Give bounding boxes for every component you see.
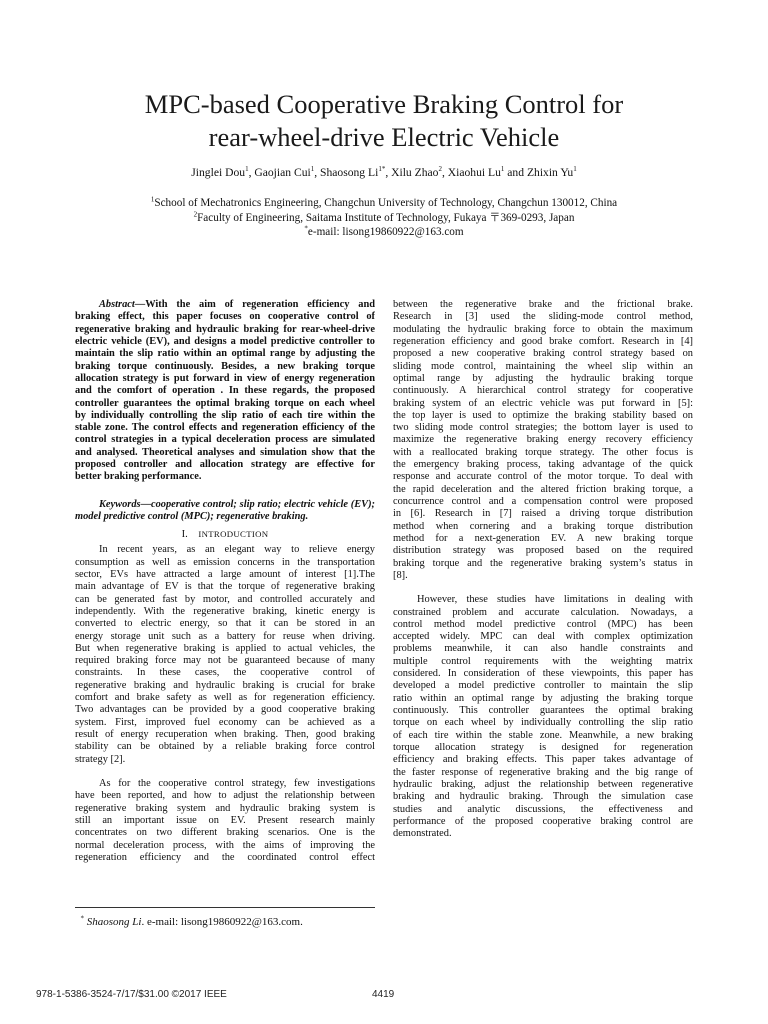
body-line: continuously. This controller guarantees the optimal braking	[393, 705, 693, 716]
abstract-line: better braking performance.	[75, 471, 202, 483]
abstract-line-0	[75, 299, 375, 311]
author-sup: 1	[500, 165, 505, 174]
body-line: multiple control requirements with the weighting matrix	[393, 655, 693, 667]
body-line: In recent years, as an elegant way to relieve energy	[99, 544, 375, 556]
keywords-line: model predictive control (MPC); regenerative braking.	[75, 511, 309, 522]
body-line: constraints. In these cases, the cooperative control of	[75, 667, 375, 679]
body-line: constrained problem and accurate calculation. Nowadays, a	[393, 606, 693, 618]
isbn-line: 978-1-5386-3524-7/17/$31.00 ©2017 IEEE	[36, 989, 227, 1000]
body-line: independently. With the regenerative braking, kinetic energy is	[75, 605, 375, 617]
abstract-line: electric vehicle (EV), and designs a model predictive controller to	[75, 335, 375, 347]
body-line: Research in [3] used the sliding-mode control method,	[393, 311, 693, 323]
abstract-line: braking torque continuously. Besides, a new braking torque	[75, 360, 375, 372]
author-sup: 1	[245, 165, 249, 174]
intro-paragraph-1	[75, 544, 375, 766]
affiliations	[0, 196, 768, 240]
abstract-line: control strategies in a typical deceleration process are simulated	[75, 434, 375, 446]
footnote-text: . e-mail: lisong19860922@163.com.	[141, 916, 303, 928]
body-line: the faster response of regenerative braking and the big range of	[393, 766, 693, 778]
body-line: between the regenerative brake and the frictional brake.	[393, 299, 693, 310]
body-line: distribution strategy was proposed based on the required	[393, 545, 693, 557]
body-line: demonstrated.	[393, 828, 452, 840]
body-line: regeneration efficiency and good brake comfort. Research in [4]	[393, 335, 693, 347]
body-line: [8].	[393, 569, 408, 581]
body-line: converted to electric energy, so that it can be stored in an	[75, 618, 375, 630]
body-line: studies and analytic discussions, the effectiveness and	[393, 803, 693, 815]
section-title: INTRODUCTION	[198, 529, 269, 540]
affiliation-2-sup: 2	[193, 209, 198, 218]
body-line: modulating the hydraulic braking force to obtain the maximum	[393, 323, 693, 335]
body-line: still an important issue on EV. Present research mainly	[75, 814, 375, 826]
body-line: concentrates on two different braking scenarios. One is the	[75, 827, 375, 839]
body-line: Two advantages can be provided by a good cooperative braking	[75, 704, 375, 716]
affiliation-2	[0, 211, 768, 226]
body-line: with a reallocated braking torque strategy. The other focus is	[393, 446, 693, 458]
body-line: energy storage unit such as a battery for reuse when driving.	[75, 630, 375, 642]
body-line: continuously. A hierarchical control strategy for cooperative	[393, 385, 693, 397]
body-line: method for a next-generation EV. A new braking torque	[393, 532, 693, 544]
body-line: torque on each wheel by individually controlling the slip ratio	[393, 717, 693, 729]
body-line: two sliding mode control strategies; the bottom layer is used to	[393, 422, 693, 434]
footnote	[75, 916, 375, 928]
abstract-line: by individually controlling the slip ratio of each tire within the	[75, 409, 375, 421]
abstract-line: proposed controller and allocation strategy are effective for	[75, 459, 375, 471]
author-list: Jinglei Dou$^1$, Gaojian Cui$^1$, Shaosong $Li^{1*}$, Xilu Zhao$^2$, Xiaohui Lu$^1$ and Zhixin Yu$^1$	[191, 165, 577, 179]
body-line: torque allocation strategy is designed for regeneration	[393, 741, 693, 753]
abstract-line: allocation strategy is put forward in view of energy regeneration	[75, 372, 375, 384]
paper-title	[0, 88, 768, 154]
body-line: accepted widely. MPC can deal with complex optimization	[393, 631, 693, 643]
keywords-line: Keywords—cooperative control; slip ratio; electric vehicle (EV);	[99, 498, 375, 510]
body-line: regenerative braking and hydraulic braking is crucial for brake	[75, 679, 375, 691]
body-line: hydraulic braking, adjust the relationship between regenerative	[393, 778, 693, 790]
author-name: Xiaohui Lu	[447, 166, 501, 179]
body-line: have been reported, and how to adjust the relationship between	[75, 790, 375, 802]
body-line: comfort and brake safety as well as for regeneration efficiency.	[75, 692, 375, 704]
abstract-line: and analysed. Theoretical analyses and simulation show that the	[75, 446, 375, 458]
body-line: consumption as well as emission concerns in the transportation	[75, 556, 375, 568]
author-name: Xilu Zhao	[391, 166, 439, 179]
section-number: I.	[181, 529, 188, 541]
body-line: developed a model predictive controller to maintain the slip	[393, 680, 693, 692]
affiliation-1	[0, 196, 768, 211]
author-name: Zhixin Yu	[526, 166, 574, 179]
body-line: in [6]. Research in [7] raised a driving torque distribution	[393, 508, 693, 520]
author-name: Gaojian Cui	[254, 166, 311, 179]
body-line: But when regenerative braking is applied to actual vehicles, the	[75, 642, 375, 654]
body-line: the emergency braking process, taking advantage of the quick	[393, 459, 693, 471]
abstract-line: controller guarantees the optimal braking torque on each wheel	[75, 397, 375, 409]
body-line: system. First, improved fuel economy can be achieved as a	[75, 716, 375, 728]
footnote-author: Shaosong Li	[86, 916, 142, 928]
intro-paragraph-2	[75, 778, 375, 864]
body-line: braking torque and the regenerative braking system’s status in	[393, 557, 693, 569]
abstract-line: stable zone. The control effects and regeneration efficiency of the	[75, 422, 375, 434]
body-line: required braking force may not be guaranteed because of many	[75, 655, 375, 667]
email-text: e-mail: lisong19860922@163.com	[307, 226, 464, 238]
corresponding-email	[0, 225, 768, 240]
body-line: stability can be obtained by a reliable braking force control	[75, 741, 375, 753]
author-name: Shaosong Li	[320, 166, 379, 179]
body-line: concurrence control and a compensation control were proposed	[393, 496, 693, 507]
author-sup: 1	[573, 165, 577, 174]
affiliation-2-text: Faculty of Engineering, Saitama Institute of Technology, Fukaya 〒369-0293, Japan	[197, 211, 575, 224]
abstract-text: —With the aim of regeneration efficiency and	[134, 299, 375, 310]
body-line: regeneration efficiency and the coordinated control effect	[75, 851, 375, 863]
abstract-line: and the comfort of operation . In these regards, the proposed	[75, 385, 375, 397]
title-line-1: MPC-based Cooperative Braking Control for	[144, 89, 624, 119]
author-sup: 1	[310, 165, 315, 174]
body-line: the top layer is used to optimize the braking stability based on	[393, 409, 693, 421]
body-line: maximize the regenerative braking energy recovery efficiency	[393, 434, 693, 446]
body-line: normal deceleration process, with the aims of improving the	[75, 839, 375, 851]
body-line: control method model predictive control (MPC) has been	[393, 618, 693, 630]
footnote-mark: *	[80, 914, 84, 923]
title-line-2: rear-wheel-drive Electric Vehicle	[208, 122, 560, 152]
body-line: strategy [2].	[75, 753, 126, 765]
body-line: problems meanwhile, it can also handle constraints and	[393, 643, 693, 655]
abstract-line: braking effect, this paper focuses on cooperative control of	[75, 311, 375, 323]
body-line: result of energy recuperation when braking. Then, good braking	[75, 729, 375, 740]
body-line: can be generated fast by motor, and controlled accurately and	[75, 593, 375, 605]
section-heading	[75, 528, 375, 542]
footnote-rule	[75, 907, 375, 908]
author-sup: 2	[438, 165, 442, 174]
affiliation-1-text: School of Mechatronics Engineering, Changchun University of Technology, Changchun 130012, China	[154, 197, 618, 209]
body-line: braking system of an electric vehicle was put forward in [5]:	[393, 397, 693, 409]
author-sup: 1*	[378, 165, 386, 174]
author-name: Jinglei Dou	[191, 166, 246, 179]
body-line: response and accurate control of the motor torque. To deal with	[393, 471, 693, 483]
body-line: However, these studies have limitations in dealing with	[417, 594, 693, 606]
abstract-line: maintain the slip ratio within an optimal range by adjusting the	[75, 348, 375, 360]
intro-paragraph-3	[393, 299, 693, 582]
body-line: proposed a new cooperative braking control strategy based on	[393, 348, 693, 360]
body-line: of each tire within the stable zone. Meanwhile, a new braking	[393, 729, 693, 741]
abstract-label: Abstract	[99, 299, 135, 310]
affiliation-1-sup: 1	[150, 195, 155, 204]
body-line: main advantage of EV is that the torque of regenerative braking	[75, 581, 375, 593]
page-number: 4419	[372, 989, 395, 1000]
body-line: sliding mode control, maintaining the wheel slip within an	[393, 360, 693, 372]
body-line: method when cornering and a braking torque distribution	[393, 520, 693, 532]
keywords	[75, 499, 375, 524]
body-line: braking and hydraulic braking. Through the simulation case	[393, 791, 693, 803]
intro-paragraph-4	[393, 594, 693, 840]
body-line: the rapid deceleration and the altered friction braking torque, a	[393, 483, 693, 495]
abstract-line: regenerative braking and hydraulic braking for rear-wheel-drive	[75, 323, 375, 335]
abstract	[75, 299, 375, 484]
body-line: efficiency and braking effects. This paper takes advantage of	[393, 754, 693, 766]
body-line: ratio within an optimal range by adjusting the braking torque	[393, 692, 693, 704]
body-line: performance of the proposed cooperative braking control are	[393, 815, 693, 827]
body-line: sector, EVs have attracted a large amount of interest [1].The	[75, 568, 375, 580]
body-line: optimal range by adjusting the hydraulic braking torque	[393, 372, 693, 384]
body-line: considered. In consideration of these viewpoints, this paper has	[393, 668, 693, 680]
email-sup: *	[304, 224, 308, 233]
right-column	[393, 299, 693, 840]
left-column	[75, 299, 375, 864]
body-line: As for the cooperative control strategy, few investigations	[99, 777, 375, 789]
body-line: regenerative braking system and hydraulic braking system is	[75, 802, 375, 814]
